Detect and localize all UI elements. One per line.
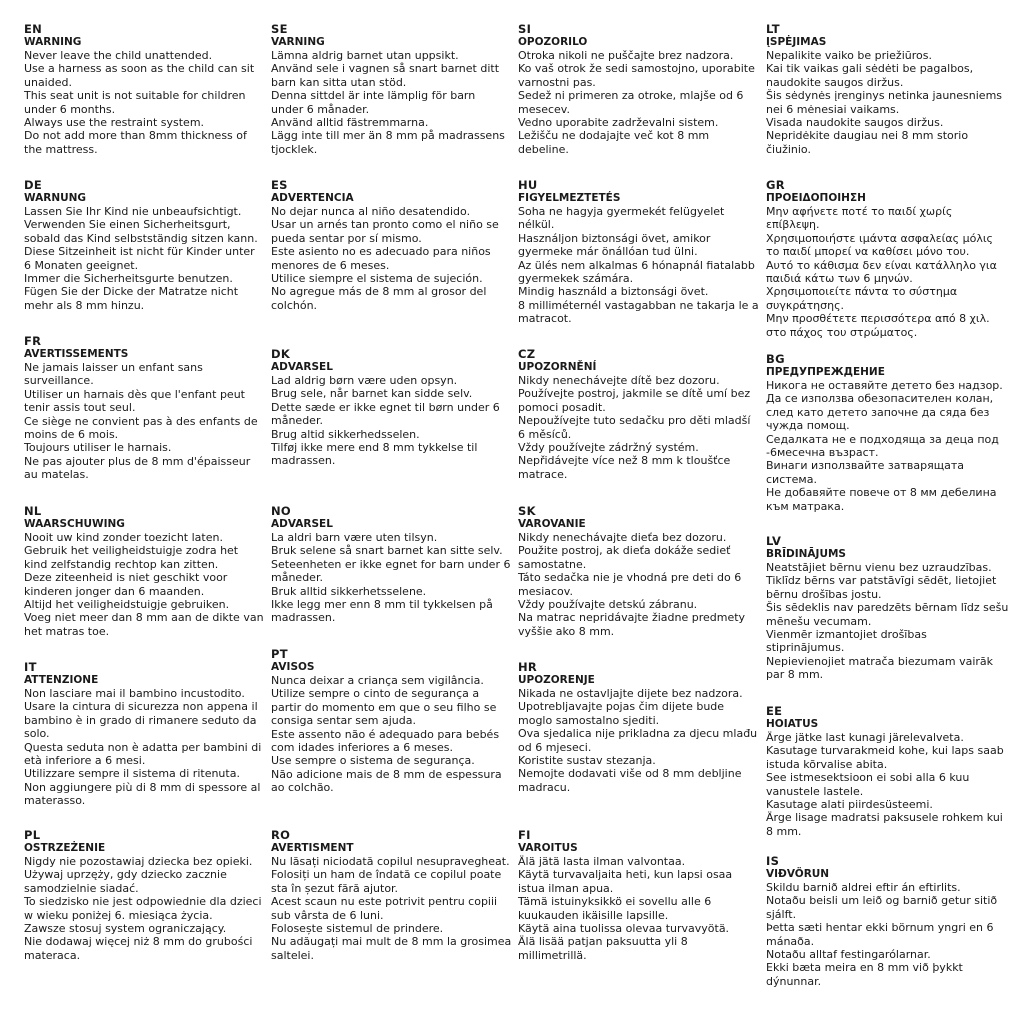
warning-line: Ležišču ne dodajajte več kot 8 mm (518, 129, 710, 143)
warning-line: Lägg inte till mer än 8 mm på madrassens (271, 129, 505, 143)
warning-line: madrassen. (271, 611, 336, 625)
warning-line: Mindig használd a biztonsági övet. (518, 285, 709, 299)
warning-line: Lassen Sie Ihr Kind nie unbeaufsichtigt. (24, 205, 242, 218)
warning-block (518, 178, 759, 326)
warning-line: Denna sittdel är inte lämplig för barn (271, 89, 476, 103)
warning-line: Usar un arnés tan pronto como el niño se (271, 218, 499, 232)
warning-line: moins de 6 mois. (24, 428, 119, 442)
warning-line: Nepalikite vaiko be priežiūros. (766, 49, 932, 62)
warning-line: Αυτό το κάθισμα δεν είναι κατάλληλο για (766, 258, 997, 272)
warning-line: Használjon biztonsági övet, amikor (518, 231, 711, 245)
warning-line: mesiacov. (518, 584, 573, 598)
warning-line: Na matrac nepridávajte žiadne predmety (518, 611, 746, 625)
warning-line: Do not add more than 8mm thickness of (24, 129, 247, 143)
language-code: EN (24, 22, 43, 36)
warning-line: par 8 mm. (766, 668, 824, 682)
warning-block (518, 22, 756, 156)
warning-line: Dette sæde er ikke egnet til børn under 6 (271, 400, 500, 414)
warning-line: sta în șezut fără ajutor. (271, 881, 399, 895)
warning-line: madrassen. (271, 454, 336, 468)
warning-line: 6 měsíců. (518, 427, 572, 441)
warning-line: Folosiți un ham de îndată ce copilul poate (271, 868, 502, 882)
warning-block (271, 647, 509, 795)
warning-line: Skildu barnið aldrei eftir án eftirlits. (766, 881, 961, 894)
warning-line: Never leave the child unattended. (24, 49, 213, 62)
warning-heading: OSTRZEŻENIE (24, 842, 106, 854)
warning-line: under 6 månader. (271, 102, 370, 116)
warning-line: το παιδί μπορεί να καθίσει μόνο του. (766, 245, 970, 259)
language-code: EE (766, 704, 783, 718)
warning-heading: VAROITUS (518, 842, 578, 854)
warning-line: Voeg niet meer dan 8 mm aan de dikte van (24, 611, 264, 625)
warning-line: Χρησιμοποιήστε ιμάντα ασφαλείας μόλις (766, 231, 994, 245)
warning-line: colchón. (271, 298, 318, 312)
warning-line: od 6 mjeseci. (518, 740, 592, 754)
warning-line: måneder. (271, 414, 323, 428)
warning-line: Otroka nikoli ne puščajte brez nadzora. (518, 49, 734, 62)
warning-line: Non aggiungere più di 8 mm di spessore al (24, 780, 261, 794)
warning-line: Immer die Sicherheitsgurte benutzen. (24, 272, 233, 286)
warning-line: чужда помощ. (766, 419, 850, 433)
warning-heading: BRĪDINĀJUMS (766, 548, 846, 560)
warning-line: στο πάχος του στρώματος. (766, 325, 918, 339)
warning-line: kinderen jonger dan 6 maanden. (24, 584, 205, 598)
warning-line: 8 mm. (766, 824, 802, 838)
warning-line: Používejte postroj, jakmile se dítě umí bez (518, 387, 751, 401)
warning-heading: AVISOS (271, 661, 315, 673)
warning-line: Ärge lisage madratsi paksusele rohkem kui (766, 811, 1003, 825)
warning-line: Nepřidávejte více než 8 mm k tloušťce (518, 454, 731, 468)
warning-line: Никога не оставяйте детето без надзор. (766, 379, 1003, 392)
warning-heading: VIÐVÖRUN (766, 868, 830, 880)
warning-line: Lad aldrig børn være uden opsyn. (271, 374, 458, 387)
warning-line: nei 6 mėnesiai vaikams. (766, 102, 900, 116)
language-code: SE (271, 22, 288, 36)
warning-line: Nigdy nie pozostawiaj dziecka bez opieki. (24, 855, 253, 868)
warning-line: Vždy používajte detskú zábranu. (518, 598, 698, 612)
warning-block (766, 178, 1004, 339)
warning-line: com idades inferiores a 6 meses. (271, 741, 453, 755)
warning-line: Este assento não é adequado para bebés (271, 727, 500, 741)
language-code: CZ (518, 347, 536, 361)
warning-line: partir do momento em que o seu filho se (271, 700, 497, 714)
language-code: HR (518, 660, 538, 674)
warning-line: Ne pas ajouter plus de 8 mm d'épaisseur (24, 454, 251, 468)
warning-block (24, 178, 262, 312)
warning-block (271, 347, 509, 468)
warning-heading: ПРЕДУПРЕЖДЕНИЕ (766, 366, 885, 378)
warning-line: unaided. (24, 75, 72, 89)
warning-block (24, 660, 262, 808)
warning-line: Utilize sempre o cinto de segurança a (271, 687, 480, 701)
language-code: DK (271, 347, 291, 361)
warning-block (518, 828, 756, 962)
warning-line: Да се използва обезопасителен колан, (766, 392, 994, 406)
warning-line: See istmesektsioon ei sobi alla 6 kuu (766, 771, 970, 785)
warning-line: materasso. (24, 794, 86, 808)
warning-heading: OPOZORILO (518, 36, 588, 48)
warning-line: Vždy používejte zádržný systém. (518, 441, 699, 455)
warning-heading: ĮSPĖJIMAS (766, 36, 827, 48)
warning-block (24, 334, 262, 482)
warning-line: Tiklīdz bērns var patstāvīgi sēdēt, lietojiet (766, 574, 997, 588)
warning-line: Ärge jätke last kunagi järelevalveta. (766, 731, 964, 744)
warning-heading: ΠΡΟΕΙΔΟΠΟΙΗΣΗ (766, 192, 866, 204)
warning-line: Не добавяйте повече от 8 мм дебелина (766, 486, 997, 500)
warning-line: Älä lisää patjan paksuutta yli 8 (518, 935, 688, 949)
warning-line: Notaðu alltaf festingarólarnar. (766, 948, 931, 962)
warning-line: Gebruik het veiligheidstuigje zodra het (24, 544, 239, 558)
warning-line: Az ülés nem alkalmas 6 hónapnál fiatalabb (518, 258, 755, 272)
warning-line: No agregue más de 8 mm al grosor del (271, 285, 487, 299)
warning-line: 8 milliméternél vastagabban ne takarja le a (518, 298, 759, 312)
warning-line: Nikdy nenechávajte dieťa bez dozoru. (518, 531, 727, 544)
warning-line: naudokite saugos diržus. (766, 75, 904, 89)
warning-line: Bruk alltid sikkerhetsselene. (271, 584, 427, 598)
warning-line: Utiliser un harnais dès que l'enfant peut (24, 387, 245, 401)
warning-line: Usare la cintura di sicurezza non appena il (24, 700, 258, 714)
warning-line: consiga sentar sem ajuda. (271, 714, 416, 728)
warning-line: w wieku poniżej 6. miesiąca życia. (24, 908, 213, 922)
warning-line: pomoci posadit. (518, 400, 606, 414)
warning-line: Questa seduta non è adatta per bambini di (24, 740, 262, 754)
warning-line: Altijd het veiligheidstuigje gebruiken. (24, 598, 230, 612)
warning-line: Use a harness as soon as the child can sit (24, 62, 255, 76)
warning-line: sub vârsta de 6 luni. (271, 908, 384, 922)
warning-line: This seat unit is not suitable for children (24, 89, 246, 103)
warning-line: Ce siège ne convient pas à des enfants de (24, 414, 258, 428)
warning-line: Seteenheten er ikke egnet for barn under 6 (271, 557, 511, 571)
warning-line: Nikada ne ostavljajte dijete bez nadzora. (518, 687, 743, 700)
warning-line: Kasutage alati piirdesüsteemi. (766, 798, 933, 812)
warning-line: Ova sjedalica nije prikladna za djecu mlađu (518, 727, 758, 741)
warning-line: tjocklek. (271, 142, 318, 156)
warning-line: παιδιά κάτω των 6 μηνών. (766, 272, 913, 286)
warning-line: mesecev. (518, 102, 570, 116)
warning-heading: VARNING (271, 36, 325, 48)
language-code: IT (24, 660, 37, 674)
warning-line: solo. (24, 727, 50, 741)
warning-line: Non lasciare mai il bambino incustodito. (24, 687, 245, 700)
warning-block (518, 660, 756, 794)
language-code: BG (766, 352, 785, 366)
warning-line: materaca. (24, 948, 81, 962)
warning-line: Ekki bæta meira en 8 mm við þykkt (766, 961, 963, 975)
language-code: LT (766, 22, 780, 36)
language-code: LV (766, 534, 782, 548)
warning-line: mēnešu vecumam. (766, 614, 872, 628)
warning-line: Tilføj ikke mere end 8 mm tykkelse til (271, 441, 478, 455)
warning-line: Lämna aldrig barnet utan uppsikt. (271, 49, 459, 62)
warning-line: Käytä turvavaljaita heti, kun lapsi osaa (518, 868, 733, 882)
warning-line: Soha ne hagyja gyermekét felügyelet (518, 205, 725, 218)
warning-line: Vedno uporabite zadrževalni sistem. (518, 116, 719, 130)
warning-line: Μην αφήνετε ποτέ το παιδί χωρίς (766, 205, 953, 218)
language-code: GR (766, 178, 785, 192)
warning-line: система. (766, 472, 817, 486)
warning-line: kuukauden ikäisille lapsille. (518, 908, 669, 922)
warning-line: Använd sele i vagnen så snart barnet ditt (271, 62, 500, 76)
warning-heading: AVERTISSEMENTS (24, 348, 129, 360)
warning-heading: ADVARSEL (271, 361, 333, 373)
warning-line: Nooit uw kind zonder toezicht laten. (24, 531, 223, 544)
warning-line: måneder. (271, 571, 323, 585)
warning-line: vanustele lastele. (766, 784, 864, 798)
warning-heading: UPOZORENJE (518, 674, 595, 686)
warning-line: età inferiore a 6 mesi. (24, 754, 146, 768)
warning-line: Verwenden Sie einen Sicherheitsgurt, (24, 218, 231, 232)
warning-line: Use sempre o sistema de segurança. (271, 754, 475, 768)
warning-heading: AVERTISMENT (271, 842, 354, 854)
warning-heading: WAARSCHUWING (24, 518, 125, 530)
warning-line: mánaða. (766, 934, 815, 948)
warning-heading: WARNUNG (24, 192, 87, 204)
warning-heading: ADVERTENCIA (271, 192, 354, 204)
warning-line: Седалката не е подходяща за деца под (766, 432, 999, 446)
warning-line: Använd alltid fästremmarna. (271, 116, 429, 130)
warning-block (24, 828, 262, 962)
warning-line: No dejar nunca al niño desatendido. (271, 205, 471, 218)
warning-line: Þetta sæti hentar ekki börnum yngri en 6 (766, 921, 994, 935)
warning-block (24, 504, 262, 638)
language-code: PL (24, 828, 41, 842)
warning-heading: WARNING (24, 36, 82, 48)
language-code: IS (766, 854, 780, 868)
warning-line: към матрака. (766, 499, 845, 513)
warning-line: Nu lăsați niciodată copilul nesupravegheat. (271, 855, 510, 868)
warning-line: vyššie ako 8 mm. (518, 624, 615, 638)
warning-line: Použite postroj, ak dieťa dokáže sedieť (518, 544, 731, 558)
warning-line: stiprinājumus. (766, 641, 845, 655)
warning-line: gyermeke már önállóan tud ülni. (518, 245, 698, 259)
language-code: DE (24, 178, 43, 192)
warning-line: surveillance. (24, 374, 94, 388)
language-code: NO (271, 504, 292, 518)
warning-line: bērnu drošības jostu. (766, 587, 882, 601)
warning-line: Kasutage turvarakmeid kohe, kui laps saab (766, 744, 1004, 758)
warning-line: Utilice siempre el sistema de sujeción. (271, 272, 483, 286)
warning-line: Upotrebljavajte pojas čim dijete bude (518, 700, 725, 714)
warning-line: samodzielnie siadać. (24, 881, 139, 895)
warning-line: Nie dodawaj więcej niż 8 mm do grubości (24, 935, 253, 949)
warning-line: bambino è in grado di rimanere seduto da (24, 713, 257, 727)
warning-line: au matelas. (24, 468, 89, 482)
warning-block (766, 854, 1004, 988)
warning-line: Nepridėkite daugiau nei 8 mm storio (766, 129, 969, 143)
warning-line: čiužinio. (766, 142, 811, 156)
warning-line: Винаги използвайте затварящата (766, 459, 964, 473)
warning-line: dýnunnar. (766, 974, 822, 988)
warning-line: Ko vaš otrok že sedi samostojno, uporabite (518, 62, 755, 76)
warning-block (271, 828, 512, 962)
warning-line: debeline. (518, 142, 569, 156)
warning-block (766, 22, 1004, 156)
warning-line: Älä jätä lasta ilman valvontaa. (518, 855, 686, 868)
warning-line: Ne jamais laisser un enfant sans (24, 361, 203, 374)
warning-block (271, 22, 509, 156)
language-code: ES (271, 178, 288, 192)
language-code: SK (518, 504, 536, 518)
warning-line: millimetrillä. (518, 948, 587, 962)
warning-line: Always use the restraint system. (24, 116, 205, 130)
warning-line: Tämä istuinyksikkö ei sovellu alle 6 (518, 895, 712, 909)
warning-line: madracu. (518, 780, 571, 794)
warning-line: To siedzisko nie jest odpowiednie dla dzieci (24, 895, 262, 909)
warning-line: Diese Sitzeinheit ist nicht für Kinder unter (24, 245, 255, 259)
warning-line: ao colchão. (271, 781, 334, 795)
warning-heading: FIGYELMEZTETÉS (518, 192, 621, 204)
warning-line: Toujours utiliser le harnais. (24, 441, 172, 455)
warning-block (271, 178, 509, 312)
warning-line: 6 Monaten geeignet. (24, 258, 139, 272)
warning-line: -6месечна възраст. (766, 446, 879, 460)
warning-line: kind zelfstandig rechtop kan zitten. (24, 557, 219, 571)
warning-heading: VAROVANIE (518, 518, 586, 530)
warning-line: Nepoužívejte tuto sedačku pro děti mladší (518, 414, 751, 428)
warning-line: Bruk selene så snart barnet kan sitte selv. (271, 544, 503, 558)
language-code: RO (271, 828, 291, 842)
warning-line: Koristite sustav stezanja. (518, 754, 656, 768)
warning-line: pueda sentar por sí mismo. (271, 231, 422, 245)
warning-line: Este asiento no es adecuado para niños (271, 245, 491, 259)
warning-block (271, 504, 509, 625)
warning-line: matrace. (518, 467, 568, 481)
warning-line: Notaðu beisli um leið og barnið getur sitið (766, 894, 998, 908)
warning-line: Kai tik vaikas gali sėdėti be pagalbos, (766, 62, 974, 76)
warning-line: Nepievienojiet matrača biezumam vairāk (766, 654, 994, 668)
warning-line: samostatne. (518, 557, 587, 571)
warning-line: Ikke legg mer enn 8 mm til tykkelsen på (271, 598, 493, 612)
language-code: NL (24, 504, 42, 518)
language-code: HU (518, 178, 538, 192)
warning-heading: ADVARSEL (271, 518, 333, 530)
warning-line: varnostni pas. (518, 75, 596, 89)
warning-line: Šis sėdynės įrenginys netinka jaunesniems (766, 89, 1003, 103)
warning-line: Folosește sistemul de prindere. (271, 922, 444, 936)
warning-line: sobald das Kind selbstständig sitzen kann. (24, 231, 258, 245)
warning-line: Acest scaun nu este potrivit pentru copiii (271, 895, 498, 909)
warning-line: matracot. (518, 312, 572, 326)
warning-line: Zawsze stosuj system ograniczający. (24, 922, 227, 936)
warning-line: gyermekek számára. (518, 272, 634, 286)
warning-block (766, 534, 1009, 682)
warning-line: the mattress. (24, 142, 98, 156)
warning-line: Sedež ni primeren za otroke, mlajše od 6 (518, 89, 744, 103)
warning-block (518, 504, 756, 638)
warning-line: menores de 6 meses. (271, 258, 390, 272)
warning-line: Używaj uprzęży, gdy dziecko zacznie (24, 868, 227, 882)
warning-line: moglo samostalno sjediti. (518, 713, 660, 727)
warning-line: Šis sēdeklis nav paredzēts bērnam līdz sešu (766, 601, 1009, 615)
warning-line: Neatstājiet bērnu vienu bez uzraudzības. (766, 561, 992, 574)
warning-line: under 6 months. (24, 102, 116, 116)
warning-line: Vienmēr izmantojiet drošības (766, 628, 927, 642)
warning-heading: ATTENZIONE (24, 674, 99, 686)
warning-line: tenir assis tout seul. (24, 401, 136, 415)
language-code: FI (518, 828, 531, 842)
warning-line: Χρησιμοποιείτε πάντα το σύστημα (766, 285, 958, 299)
warning-line: nélkül. (518, 218, 555, 232)
warning-line: Visada naudokite saugos diržus. (766, 116, 944, 130)
warning-line: Käytä aina tuolissa olevaa turvavyötä. (518, 922, 730, 936)
warning-heading: UPOZORNĚNÍ (518, 361, 597, 373)
warning-line: συγκράτησης. (766, 298, 845, 312)
warning-line: Brug sele, når barnet kan sidde selv. (271, 387, 473, 401)
warning-line: Nemojte dodavati više od 8 mm debljine (518, 767, 742, 781)
language-code: SI (518, 22, 532, 36)
warning-line: Fügen Sie der Dicke der Matratze nicht (24, 285, 239, 299)
warning-line: επίβλεψη. (766, 218, 820, 232)
warning-line: Μην προσθέτετε περισσότερα από 8 χιλ. (766, 312, 990, 326)
language-code: PT (271, 647, 288, 661)
warning-line: Nu adăugați mai mult de 8 mm la grosimea (271, 935, 512, 949)
language-code: FR (24, 334, 42, 348)
warning-line: Brug altid sikkerhedsselen. (271, 427, 420, 441)
warning-line: barn kan sitta utan stöd. (271, 75, 407, 89)
warning-line: Deze ziteenheid is niet geschikt voor (24, 571, 228, 585)
warning-heading: HOIATUS (766, 718, 819, 730)
warning-line: sjálft. (766, 907, 797, 921)
warning-line: mehr als 8 mm hinzu. (24, 298, 145, 312)
warning-line: Nunca deixar a criança sem vigilância. (271, 674, 484, 687)
warning-line: Utilizzare sempre il sistema di ritenuta. (24, 767, 240, 781)
warning-line: istuda kõrvalise abita. (766, 757, 888, 771)
warning-line: La aldri barn være uten tilsyn. (271, 531, 438, 544)
warning-block (766, 704, 1004, 838)
warning-line: istua ilman apua. (518, 881, 614, 895)
warning-block (24, 22, 262, 156)
warning-line: het matras toe. (24, 624, 110, 638)
warning-line: saltelei. (271, 948, 314, 962)
warning-line: Nikdy nenechávejte dítě bez dozoru. (518, 374, 720, 387)
warning-line: Táto sedačka nie je vhodná pre deti do 6 (518, 571, 742, 585)
warning-block (518, 347, 756, 481)
warning-line: Não adicione mais de 8 mm de espessura (271, 767, 502, 781)
warning-line: след като детето започне да сяда без (766, 405, 990, 419)
warning-block (766, 352, 1004, 513)
